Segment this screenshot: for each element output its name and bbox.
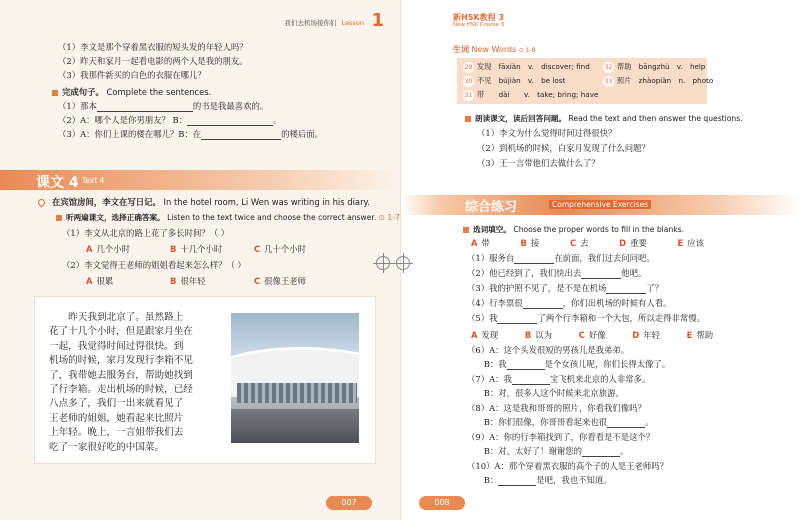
word-meaning: take; bring; have xyxy=(537,90,599,99)
fill-item-4 xyxy=(467,298,671,309)
square-bullet-icon xyxy=(463,227,469,233)
crop-mark-icon xyxy=(376,256,390,270)
word-hanzi: 发现 xyxy=(477,62,492,71)
terminal-road xyxy=(231,409,359,443)
lesson-label: Lesson xyxy=(341,19,364,27)
fill-item-8-reply xyxy=(467,417,654,428)
word-pos: n. xyxy=(678,76,686,85)
comprehensive-title: 综合练习 xyxy=(465,200,518,215)
option-text: 接 xyxy=(530,238,540,248)
word-number: 29 xyxy=(464,64,473,71)
q1-option-a[interactable] xyxy=(86,244,130,255)
read-answer-heading xyxy=(465,113,743,124)
fill-item-7-reply xyxy=(467,388,624,399)
option-text: 带 xyxy=(481,238,490,248)
item-end: ，你们出机场的时候有人看。 xyxy=(562,298,672,308)
option-letter: A xyxy=(86,276,93,286)
fill-blank-heading xyxy=(463,224,684,235)
complete-sentences-label-cn: 完成句子。 xyxy=(62,87,104,97)
word-choice[interactable] xyxy=(579,330,606,340)
diary-text xyxy=(49,311,219,455)
new-words-table xyxy=(457,58,714,104)
sentence-end: 的楼后面。 xyxy=(281,129,324,139)
q1-option-c[interactable] xyxy=(254,244,306,255)
audio-track-icon[interactable]: ⊙ 1-8 xyxy=(518,47,536,54)
fill-item-2 xyxy=(467,268,646,279)
instruction-en: Listen to the text twice and choose the correct answer. xyxy=(167,213,377,222)
diary-line: 了行李箱。走出机场的时候，已经 xyxy=(49,384,193,396)
fill-item-9 xyxy=(467,432,654,443)
fill-item-9-reply xyxy=(467,446,628,457)
item-end: 。 xyxy=(620,446,629,456)
word-hanzi: 带 xyxy=(477,90,485,99)
option-text: 应该 xyxy=(687,238,705,248)
word-choice[interactable] xyxy=(570,238,589,248)
setting-cn: 在宾馆房间，李文在写日记。 xyxy=(52,197,161,207)
diary-text-box xyxy=(34,296,376,464)
option-text: 重要 xyxy=(630,238,647,248)
word-pos: v. xyxy=(527,76,534,85)
option-letter: B xyxy=(170,244,177,254)
option-text: 几个小时 xyxy=(96,244,130,254)
right-page xyxy=(400,0,800,520)
word-choice[interactable] xyxy=(619,238,647,248)
fill-item-6 xyxy=(467,345,629,356)
answer-blank[interactable] xyxy=(606,285,646,294)
word-choice[interactable] xyxy=(525,330,552,340)
answer-blank[interactable] xyxy=(498,477,536,486)
fill-blank-en: Choose the proper words to fill in the blanks. xyxy=(513,225,685,234)
fill-item-3 xyxy=(467,283,663,294)
read-answer-cn: 朗读课文，读后回答问题。 xyxy=(475,114,567,123)
listen-question-2: （2）李文觉得王老师的姐姐看起来怎么样？（ ） xyxy=(62,260,246,270)
item-start: （5）我 xyxy=(467,313,498,323)
complete-sentence-1 xyxy=(58,101,268,112)
lesson-number: 1 xyxy=(371,10,384,31)
answer-blank[interactable] xyxy=(523,300,563,309)
fill-item-10 xyxy=(467,461,668,472)
word-pinyin: fāxiàn xyxy=(498,62,521,71)
word-item xyxy=(603,62,706,73)
new-words-label xyxy=(453,44,536,55)
word-number: 30 xyxy=(464,78,473,85)
item-number: （3） xyxy=(58,129,81,139)
answer-blank[interactable] xyxy=(581,270,621,279)
new-words-en: New Words xyxy=(471,45,517,54)
word-number: 33 xyxy=(604,78,613,85)
item-end: 他吧。 xyxy=(621,268,647,278)
item-start: （8）A：这是我和哥哥的照片，你看我们像吗？ xyxy=(467,403,646,413)
word-item xyxy=(603,76,713,87)
word-pos: v. xyxy=(523,90,530,99)
word-choice[interactable] xyxy=(687,330,713,340)
word-pos: v. xyxy=(527,62,534,71)
diary-line: 了，我带她去服务台，帮助她找到 xyxy=(49,369,193,381)
text4-setting xyxy=(52,197,370,208)
complete-sentence-3 xyxy=(58,129,323,140)
word-item xyxy=(463,90,598,101)
option-text: 帮助 xyxy=(696,330,714,340)
item-start: （3）我的护照不见了，是不是在机场 xyxy=(467,283,607,293)
item-end: 了两个行李箱和一个大包，所以走得非常慢。 xyxy=(537,313,705,323)
item-start: （10）A：那个穿着黑衣服的高个子的人是王老师吗？ xyxy=(467,461,668,471)
option-letter: B xyxy=(524,330,532,340)
terminal-glass xyxy=(237,383,357,403)
option-text: 去 xyxy=(580,238,589,248)
option-letter: D xyxy=(632,330,640,340)
book-title: 新HSK教程 3 xyxy=(453,13,505,22)
item-start: （2）他已经到了，我们快出去 xyxy=(467,268,582,278)
sentence-start: A：你们上课的楼在哪儿？B：在 xyxy=(80,129,202,139)
comprehensive-title-en: Comprehensive Exercises xyxy=(549,200,651,209)
answer-blank[interactable] xyxy=(187,117,273,126)
word-pinyin: zhàopiàn xyxy=(638,76,672,85)
option-text: 好像 xyxy=(588,330,606,340)
word-meaning: help xyxy=(689,62,706,71)
crop-mark-icon xyxy=(396,256,410,270)
item-end: 是吧，我也不知道。 xyxy=(536,475,612,485)
diary-line: 上年轻。晚上，一言姐带我们去 xyxy=(49,427,184,439)
fill-item-7 xyxy=(467,374,650,385)
option-letter: E xyxy=(677,238,684,248)
top-question-3: （3）我那件新买的白色的衣服在哪儿？ xyxy=(58,70,206,80)
answer-blank[interactable] xyxy=(512,376,550,385)
word-pinyin: dài xyxy=(498,90,510,99)
word-choice[interactable] xyxy=(521,238,540,248)
q2-option-c[interactable] xyxy=(254,276,306,287)
word-hanzi: 帮助 xyxy=(617,62,632,71)
new-words-cn: 生词 xyxy=(453,45,469,54)
word-number: 32 xyxy=(604,64,613,71)
word-choice[interactable] xyxy=(678,238,704,248)
option-letter: A xyxy=(471,238,478,248)
option-letter: A xyxy=(471,330,478,340)
diary-line: 花了十几个小时，但是跟家月坐在 xyxy=(49,326,193,338)
fill-item-1 xyxy=(467,253,655,264)
option-letter: B xyxy=(520,238,527,248)
option-text: 很年轻 xyxy=(180,276,206,286)
word-hanzi: 不见 xyxy=(477,76,492,85)
diary-line: 机场的时候，家月发现行李箱不见 xyxy=(49,355,193,367)
item-start: B：对，太好了！谢谢您的 xyxy=(467,446,583,456)
word-pos: v. xyxy=(676,62,683,71)
item-end: 是个女孩儿呢，你们长得太像了。 xyxy=(544,359,671,369)
item-start: （1）服务台 xyxy=(467,253,515,263)
book-subtitle: New HSK Course 3 xyxy=(453,22,505,28)
option-letter: B xyxy=(170,276,177,286)
word-meaning: be lost xyxy=(541,76,566,85)
sentence-end: 。 xyxy=(273,115,282,125)
answer-blank[interactable] xyxy=(607,419,645,428)
square-bullet-icon xyxy=(52,90,58,96)
option-text: 发现 xyxy=(481,330,499,340)
fill-item-6-reply xyxy=(467,359,670,370)
item-start: （6）A：这个头发很短的男孩儿是我弟弟。 xyxy=(467,345,630,355)
item-start: B：我 xyxy=(467,359,507,369)
q1-option-b[interactable] xyxy=(170,244,222,255)
item-start: B：对，很多人这个时候来北京旅游。 xyxy=(467,388,624,398)
square-bullet-icon xyxy=(56,215,62,221)
read-question-3: （3）王一言带他们去做什么了？ xyxy=(477,158,600,168)
q2-option-a[interactable] xyxy=(86,276,113,287)
option-letter: A xyxy=(86,244,93,254)
sentence-end: 的书是我最喜欢的。 xyxy=(192,101,269,111)
option-text: 以为 xyxy=(535,330,553,340)
left-page-header xyxy=(284,10,384,31)
option-text: 很累 xyxy=(96,276,114,286)
word-bank-1 xyxy=(471,238,704,249)
complete-sentence-2 xyxy=(58,115,281,126)
complete-sentences-heading xyxy=(52,87,211,98)
listen-instruction xyxy=(56,212,400,223)
fill-item-5 xyxy=(467,313,705,324)
word-item xyxy=(463,62,590,73)
diary-line: 昨天我到北京了。虽然路上 xyxy=(49,312,184,323)
item-start: B：你们很像，你哥哥看起来也很 xyxy=(467,417,608,427)
word-bank-2 xyxy=(471,330,713,341)
q2-option-b[interactable] xyxy=(170,276,206,287)
item-start: （4）行李票很 xyxy=(467,298,523,308)
option-letter: C xyxy=(569,238,577,248)
item-start: （9）A：你的行李箱找到了，你看看是不是这个？ xyxy=(467,432,655,442)
option-text: 很像王老师 xyxy=(264,276,307,286)
square-bullet-icon xyxy=(465,116,471,122)
word-meaning: photo xyxy=(692,76,714,85)
item-number: （2） xyxy=(58,115,81,125)
option-text: 十几个小时 xyxy=(180,244,223,254)
word-hanzi: 照片 xyxy=(617,76,632,85)
page-number-right: 008 xyxy=(419,496,465,510)
lesson-title: 我们去机场接你们 xyxy=(284,19,337,27)
item-end: 宝飞机来北京的人非常多。 xyxy=(549,374,651,384)
answer-blank[interactable] xyxy=(497,315,537,324)
option-text: 年轻 xyxy=(643,330,660,340)
fill-item-8 xyxy=(467,403,646,414)
read-question-1: （1）李文为什么觉得时间过得很快？ xyxy=(477,128,617,138)
instruction-cn: 听两遍课文，选择正确答案。 xyxy=(66,213,165,222)
option-letter: D xyxy=(619,238,627,248)
diary-line: 王老师的姐姐，她看起来比照片 xyxy=(49,412,184,424)
read-question-2: （2）到机场的时候，白家月发现了什么问题？ xyxy=(477,143,650,153)
word-meaning: discover; find xyxy=(541,62,590,71)
airport-photo xyxy=(231,313,359,443)
diary-line: 吃了一家很好吃的中国菜。 xyxy=(49,441,165,453)
page-number-left: 007 xyxy=(326,496,372,510)
answer-blank[interactable] xyxy=(507,361,545,370)
option-letter: C xyxy=(254,276,261,286)
option-letter: C xyxy=(578,330,585,340)
option-letter: C xyxy=(254,244,261,254)
setting-en: In the hotel room, Li Wen was writing in his diary. xyxy=(163,197,370,207)
word-number: 31 xyxy=(464,92,473,99)
complete-sentences-label-en: Complete the sentences. xyxy=(106,87,212,97)
fill-blank-cn: 选词填空。 xyxy=(473,225,511,234)
item-number: （1） xyxy=(58,101,81,111)
item-end: 了？ xyxy=(646,283,664,293)
top-question-2: （2）昨天和家月一起看电影的两个人是我的朋友。 xyxy=(58,56,248,66)
read-answer-en: Read the text and then answer the questions. xyxy=(568,114,743,123)
answer-blank[interactable] xyxy=(201,131,281,140)
sentence-start: A：哪个人是你男朋友？ B： xyxy=(80,115,188,125)
listen-question-1: （1）李文从北京的路上花了多长时间？（ ） xyxy=(62,228,230,238)
item-start: B： xyxy=(467,475,499,485)
answer-blank[interactable] xyxy=(514,255,554,264)
word-choice[interactable] xyxy=(471,330,498,340)
location-pin-icon xyxy=(37,198,47,208)
top-question-1: （1）李文是那个穿着黑衣服的短头发的年轻人吗？ xyxy=(58,42,248,52)
text4-title-en: Text 4 xyxy=(82,176,105,185)
option-letter: E xyxy=(686,330,693,340)
answer-blank[interactable] xyxy=(97,103,193,112)
answer-blank[interactable] xyxy=(582,448,620,457)
word-pinyin: bāngzhù xyxy=(638,62,670,71)
fill-item-10-reply xyxy=(467,475,612,486)
word-item xyxy=(463,76,565,87)
diary-line: 八点多了，我们一出来就看见了 xyxy=(49,398,184,410)
item-end: 在前面，我们过去问问吧。 xyxy=(554,253,655,263)
item-start: （7）A：我 xyxy=(467,374,512,384)
sentence-start: 那本 xyxy=(80,101,97,111)
word-choice[interactable] xyxy=(471,238,490,248)
word-pinyin: bújiàn xyxy=(498,76,521,85)
text4-title: 课文 4 xyxy=(36,175,79,191)
item-end: 。 xyxy=(645,417,654,427)
option-text: 几十个小时 xyxy=(264,244,307,254)
word-choice[interactable] xyxy=(632,330,660,340)
audio-track-icon[interactable]: ⊙ 1-7 xyxy=(378,213,400,222)
diary-line: 一起，我觉得时间过得很快。到 xyxy=(49,340,184,352)
